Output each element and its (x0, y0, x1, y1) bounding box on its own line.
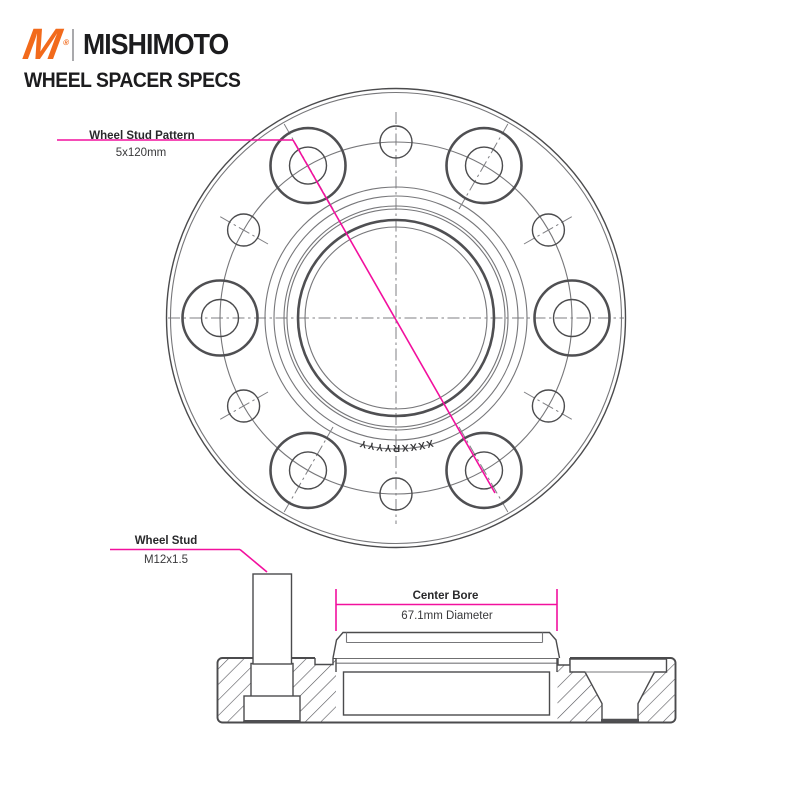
page-title: WHEEL SPACER SPECS (24, 69, 241, 92)
wheel-stud-label: Wheel Stud (134, 535, 198, 547)
stud-shoulder (251, 664, 293, 697)
center-bore-value: 67.1mm Diameter (401, 610, 493, 622)
wheel-stud-value: M12x1.5 (143, 554, 189, 566)
stud-shaft (253, 574, 292, 664)
bore-opening (336, 658, 557, 721)
stud-pattern-label: Wheel Stud Pattern (89, 130, 195, 142)
brand-name: MISHIMOTO (82, 28, 229, 61)
registered-mark: ® (62, 38, 68, 47)
center-crosshair (168, 112, 624, 524)
wheel-stud-leader (110, 550, 267, 573)
etching-text: XXXXRYYYY (357, 436, 435, 454)
wheel-stud (244, 574, 300, 722)
cross-section (110, 535, 676, 723)
hub-ring (333, 633, 560, 659)
top-view (57, 89, 626, 548)
stud-head (244, 696, 300, 722)
stud-pattern-value: 5x120mm (115, 147, 167, 159)
mishimoto-m-icon: M ® (21, 26, 72, 64)
center-bore-label: Center Bore (412, 590, 479, 602)
